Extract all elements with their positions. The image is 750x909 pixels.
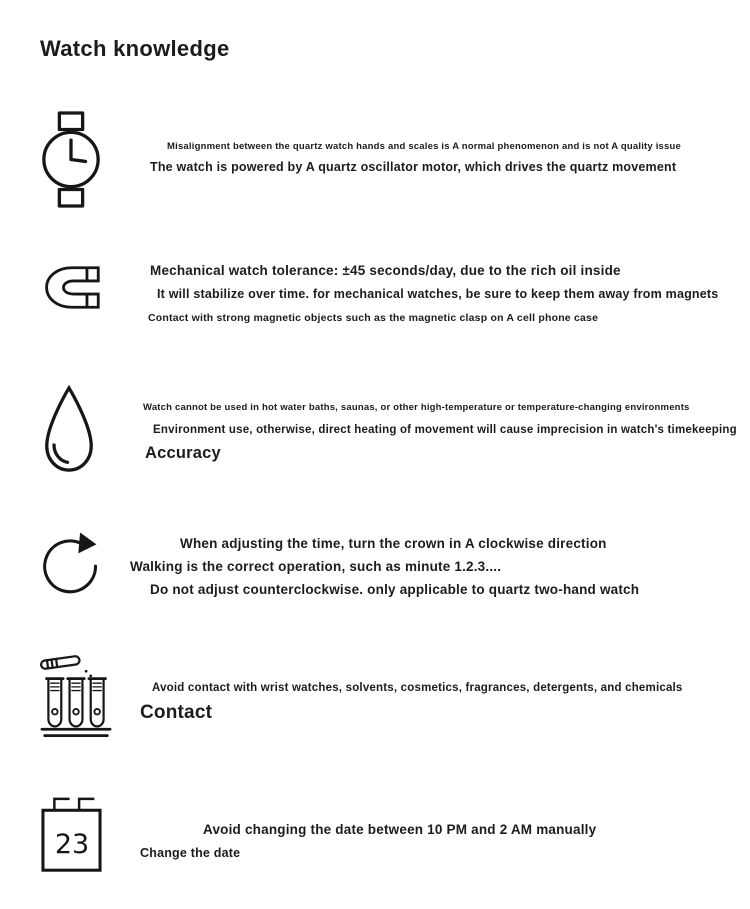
- icon-column: [0, 528, 120, 606]
- text-line: Contact with strong magnetic objects such as the magnetic clasp on A cell phone case: [148, 311, 599, 324]
- section-heading: Accuracy: [145, 443, 221, 462]
- text-column: [120, 111, 750, 208]
- icon-column: [0, 383, 120, 483]
- text-column: [120, 796, 750, 881]
- section-magnetism: [0, 261, 750, 325]
- text-line: Change the date: [140, 845, 241, 860]
- section-temperature-accuracy: [0, 383, 750, 483]
- wristwatch-icon: [40, 111, 102, 208]
- section-time-adjustment: [0, 528, 750, 606]
- icon-column: [0, 651, 120, 751]
- section-quartz-movement: [0, 111, 750, 208]
- water-drop-icon: [40, 383, 98, 476]
- text-line: When adjusting the time, turn the crown in A clockwise direction: [180, 535, 607, 551]
- icon-column: [0, 111, 120, 208]
- page-title: Watch knowledge: [40, 36, 230, 61]
- text-column: [120, 261, 750, 325]
- text-line: It will stabilize over time. for mechanical watches, be sure to keep them away from magnets: [157, 286, 719, 301]
- section-date-change: [0, 796, 750, 881]
- text-line: Avoid contact with wrist watches, solvents, cosmetics, fragrances, detergents, and chemicals: [152, 681, 683, 694]
- text-line: Do not adjust counterclockwise. only applicable to quartz two-hand watch: [150, 582, 640, 598]
- text-line: Mechanical watch tolerance: ±45 seconds/day, due to the rich oil inside: [150, 263, 621, 278]
- text-line: Misalignment between the quartz watch hands and scales is A normal phenomenon and is not A quality issue: [167, 141, 682, 152]
- text-column: [120, 651, 750, 751]
- calendar-icon: [40, 796, 103, 874]
- icon-column: [0, 796, 120, 881]
- icon-column: [0, 261, 120, 325]
- text-line: Walking is the correct operation, such as minute 1.2.3....: [130, 558, 502, 574]
- section-heading: Contact: [140, 702, 213, 723]
- clockwise-arrow-icon: [40, 528, 102, 597]
- text-line: Watch cannot be used in hot water baths, saunas, or other high-temperature or temperature-changing environments: [143, 401, 690, 413]
- text-line: The watch is powered by A quartz oscillator motor, which drives the quartz movement: [150, 159, 677, 174]
- section-chemical-contact: [0, 651, 750, 751]
- text-line: Avoid changing the date between 10 PM and 2 AM manually: [203, 821, 597, 837]
- magnet-icon: [40, 261, 102, 314]
- text-column: [120, 528, 750, 606]
- calendar-day: 23: [54, 828, 90, 860]
- text-line: Environment use, otherwise, direct heating of movement will cause imprecision in watch's timekeeping: [153, 423, 737, 436]
- test-tubes-icon: [40, 651, 112, 743]
- text-column: [120, 383, 750, 483]
